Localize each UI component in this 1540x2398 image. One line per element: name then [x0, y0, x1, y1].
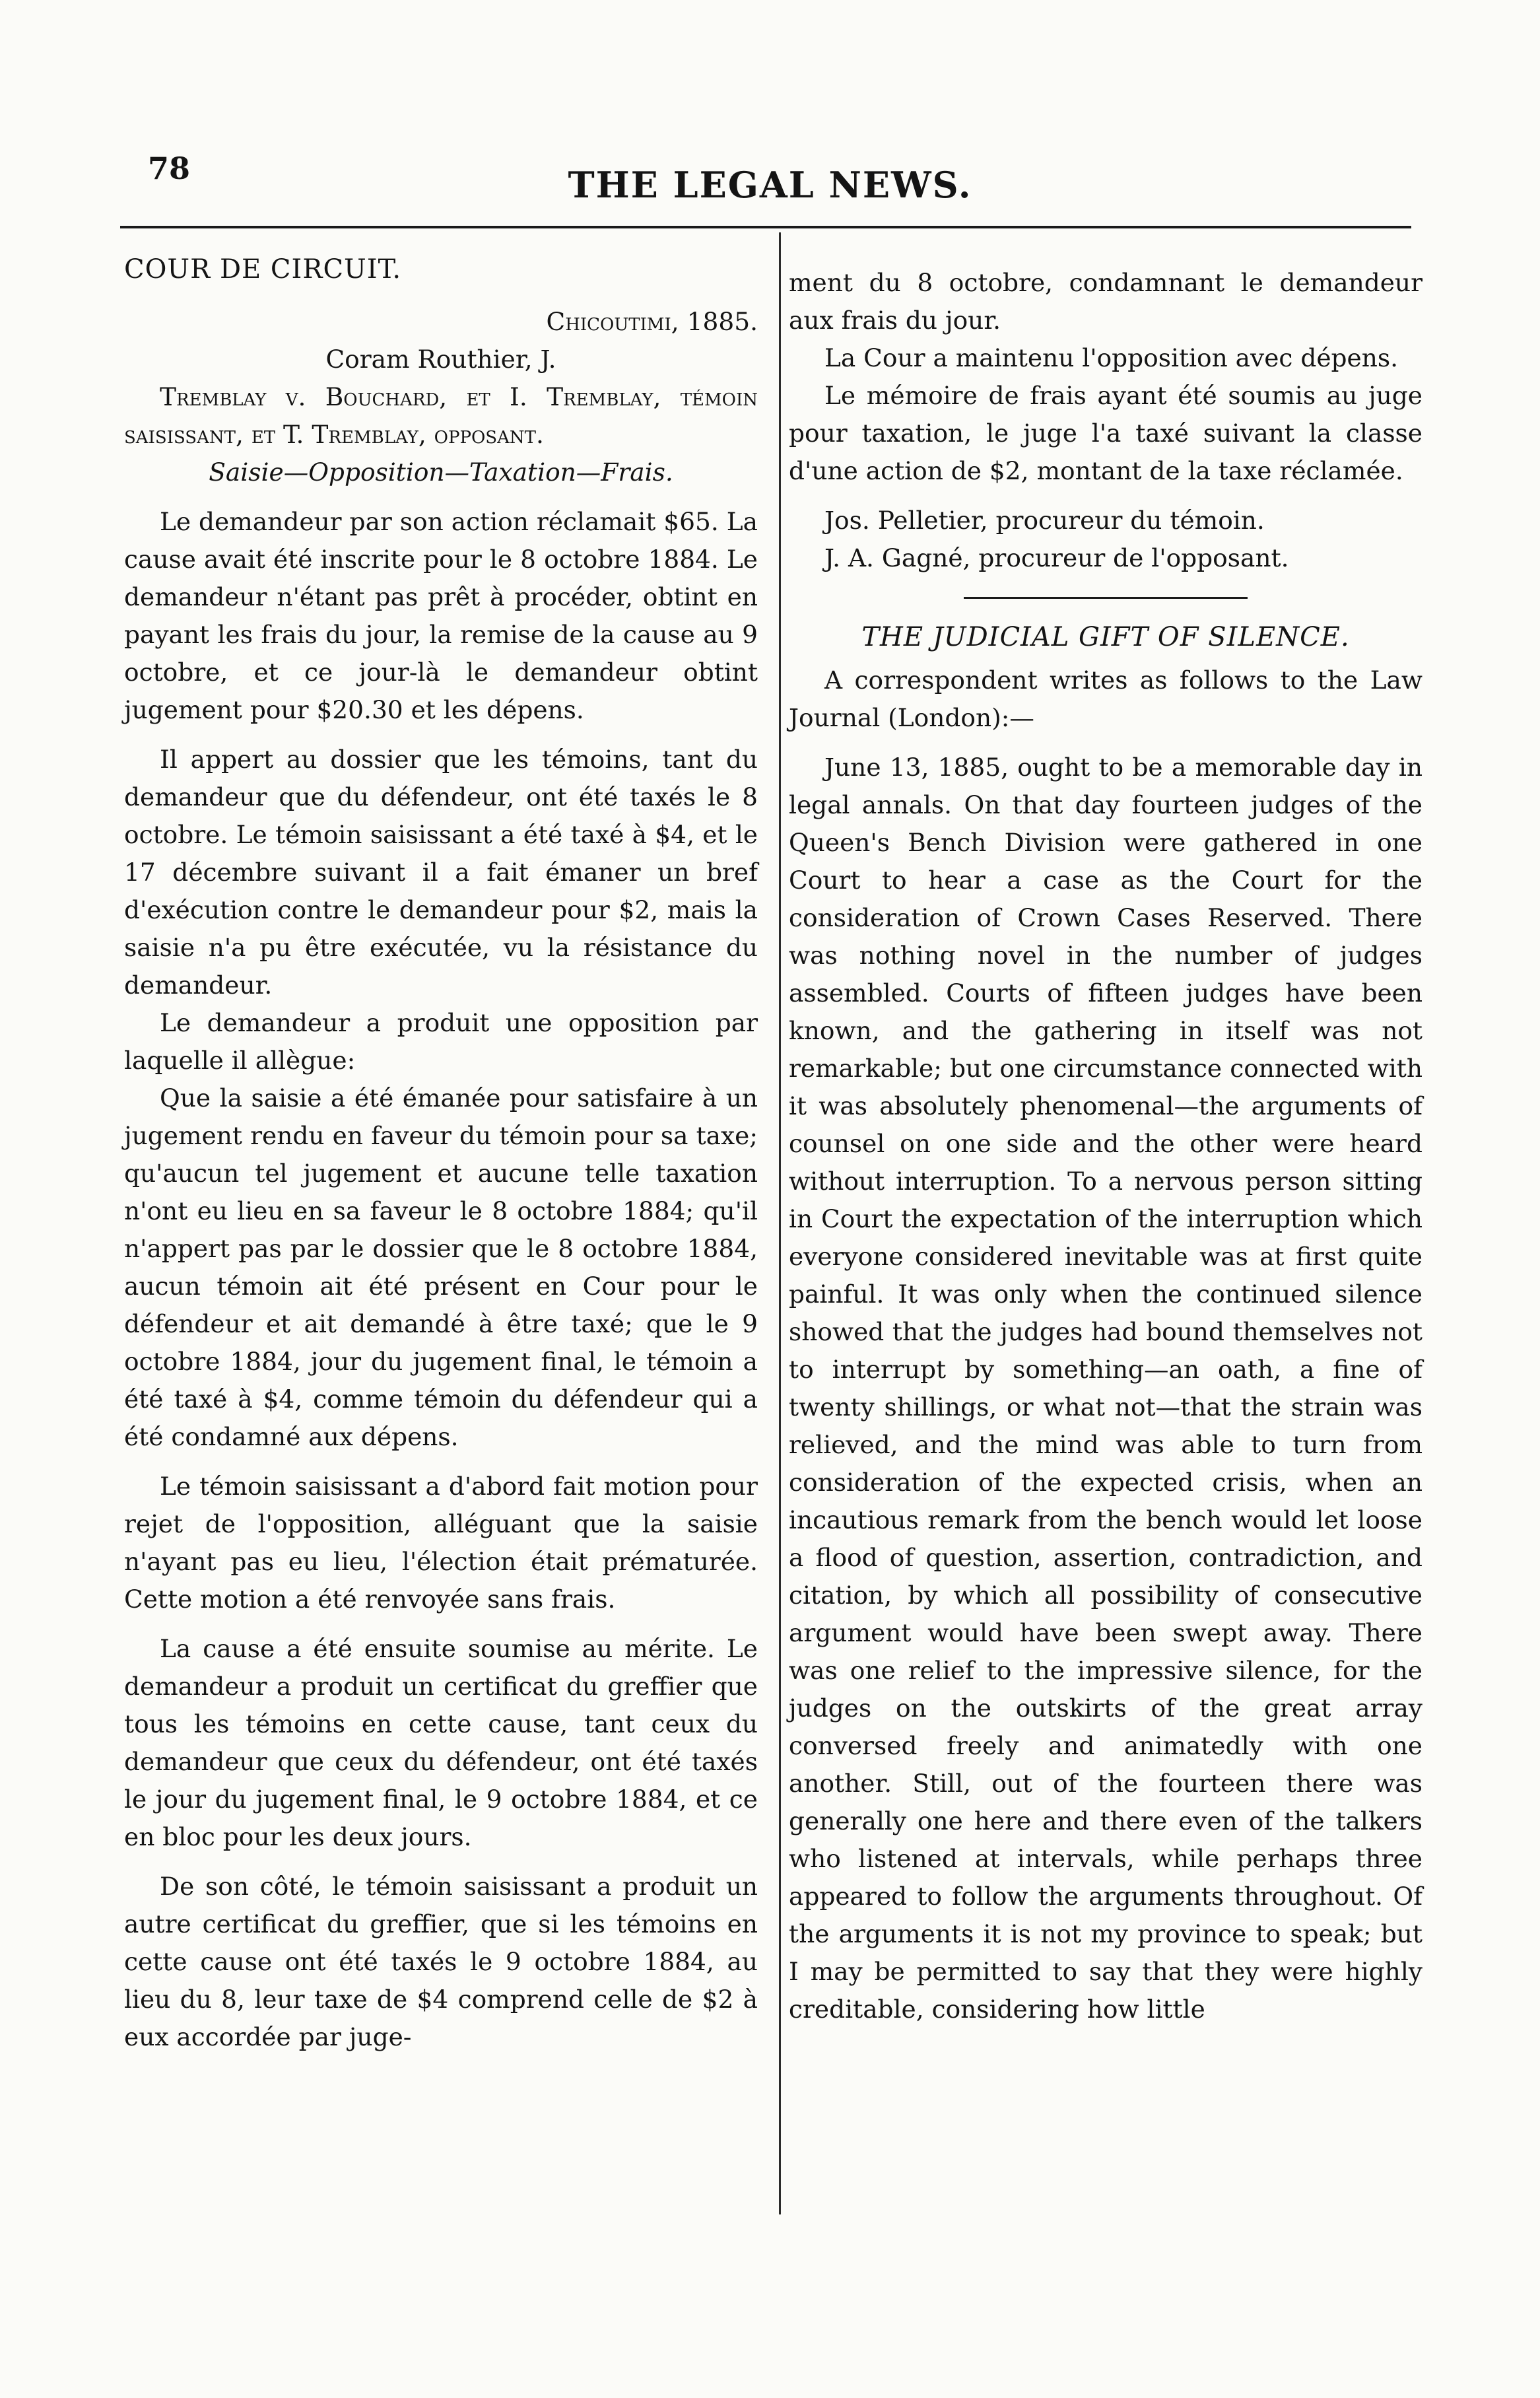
coram-line: Coram Routhier, J.	[325, 345, 556, 374]
paragraph: Le demandeur par son action réclamait $65. La cause avait été inscrite pour le 8 octobre 1884. Le demandeur n'étant pas prêt à procéder, obtint en payant les frais du jour, la remise de la cause au 9 octobre, et ce jour-là le demandeur obtint jugement pour $20.30 et les dépens.	[124, 507, 758, 724]
counsel-line: Jos. Pelletier, procureur du témoin.	[824, 506, 1265, 535]
section-separator	[964, 597, 1248, 599]
right-column	[789, 264, 1423, 2028]
left-column	[124, 251, 758, 2056]
paragraph: Il appert au dossier que les témoins, tant du demandeur que du défendeur, ont été taxés le 8 octobre. Le témoin saisissant a été taxé à $4, et le 17 décembre suivant il a fait émaner un bref d'exécution contre le demandeur pour $2, mais la saisie n'a pu être exécutée, vu la résistance du demandeur.	[124, 745, 758, 1000]
column-divider	[779, 232, 781, 2214]
running-head: THE LEGAL NEWS.	[568, 164, 972, 206]
article-title: THE JUDICIAL GIFT OF SILENCE.	[861, 622, 1350, 652]
article-body: June 13, 1885, ought to be a memorable day in legal annals. On that day fourteen judges of the Queen's Bench Division were gathered in one Court to hear a case as the Court for the consideration of Crown Cases Reserved. There was nothing novel in the number of judges assembled. Courts of fifteen judges have been known, and the gathering in itself was not remarkable; but one circumstance connected with it was absolutely phenomenal—the arguments of counsel on one side and the other were heard without interruption. To a nervous person sitting in Court the expectation of the interruption which everyone considered inevitable was at first quite painful. It was only when the continued silence showed that the judges had bound themselves not to interrupt by something—an oath, a fine of twenty shillings, or what not—that the strain was relieved, and the mind was able to turn from consideration of the expected crisis, when an incautious remark from the bench would let loose a flood of question, assertion, contradiction, and citation, by which all possibility of consecutive argument would have been swept away. There was one relief to the impressive silence, for the judges on the outskirts of the great array conversed freely and animatedly with one another. Still, out of the fourteen there was generally one here and there even of the talkers who listened at intervals, while perhaps three appeared to follow the arguments throughout. Of the arguments it is not my province to speak; but I may be permitted to say that they were highly creditable, considering how little	[789, 753, 1423, 2024]
place-date: Chicoutimi, 1885.	[546, 307, 758, 336]
paragraph: Le mémoire de frais ayant été soumis au juge pour taxation, le juge l'a taxé suivant la classe d'une action de $2, montant de la taxe réclamée.	[789, 381, 1423, 485]
page-number: 78	[148, 151, 191, 186]
case-parties: Tremblay v. Bouchard, et I. Tremblay, témoin saisissant, et T. Tremblay, opposant.	[124, 382, 758, 449]
paragraph: Que la saisie a été émanée pour satisfaire à un jugement rendu en faveur du témoin pour sa taxe; qu'aucun tel jugement et aucune telle taxation n'ont eu lieu en sa faveur le 8 octobre 1884; qu'il n'appert pas par le dossier que le 8 octobre 1884, aucun témoin ait été présent en Cour pour le défendeur et ait demandé à être taxé; que le 9 octobre 1884, jour du jugement final, le témoin a été taxé à $4, comme témoin du défendeur qui a été condamné aux dépens.	[124, 1083, 758, 1451]
article-intro: A correspondent writes as follows to the Law Journal (London):—	[789, 666, 1423, 732]
paragraph: Le demandeur a produit une opposition par laquelle il allègue:	[124, 1008, 758, 1075]
paragraph-continuation: ment du 8 octobre, condamnant le demandeur aux frais du jour.	[789, 268, 1423, 335]
header-rule	[120, 226, 1411, 228]
paragraph: Le témoin saisissant a d'abord fait motion pour rejet de l'opposition, alléguant que la saisie n'ayant pas eu lieu, l'élection était prématurée. Cette motion a été renvoyée sans frais.	[124, 1472, 758, 1614]
section-title: COUR DE CIRCUIT.	[124, 254, 402, 285]
case-subject: Saisie—Opposition—Taxation—Frais.	[209, 458, 673, 487]
paragraph: La Cour a maintenu l'opposition avec dépens.	[824, 343, 1399, 372]
paragraph: La cause a été ensuite soumise au mérite. Le demandeur a produit un certificat du greffier que tous les témoins en cette cause, tant ceux du demandeur que ceux du défendeur, ont été taxés le jour du jugement final, le 9 octobre 1884, et ce en bloc pour les deux jours.	[124, 1634, 758, 1851]
paragraph: De son côté, le témoin saisissant a produit un autre certificat du greffier, que si les témoins en cette cause ont été taxés le 9 octobre 1884, au lieu du 8, leur taxe de $4 comprend celle de $2 à eux accordée par juge-	[124, 1872, 758, 2051]
counsel-line: J. A. Gagné, procureur de l'opposant.	[824, 543, 1289, 572]
